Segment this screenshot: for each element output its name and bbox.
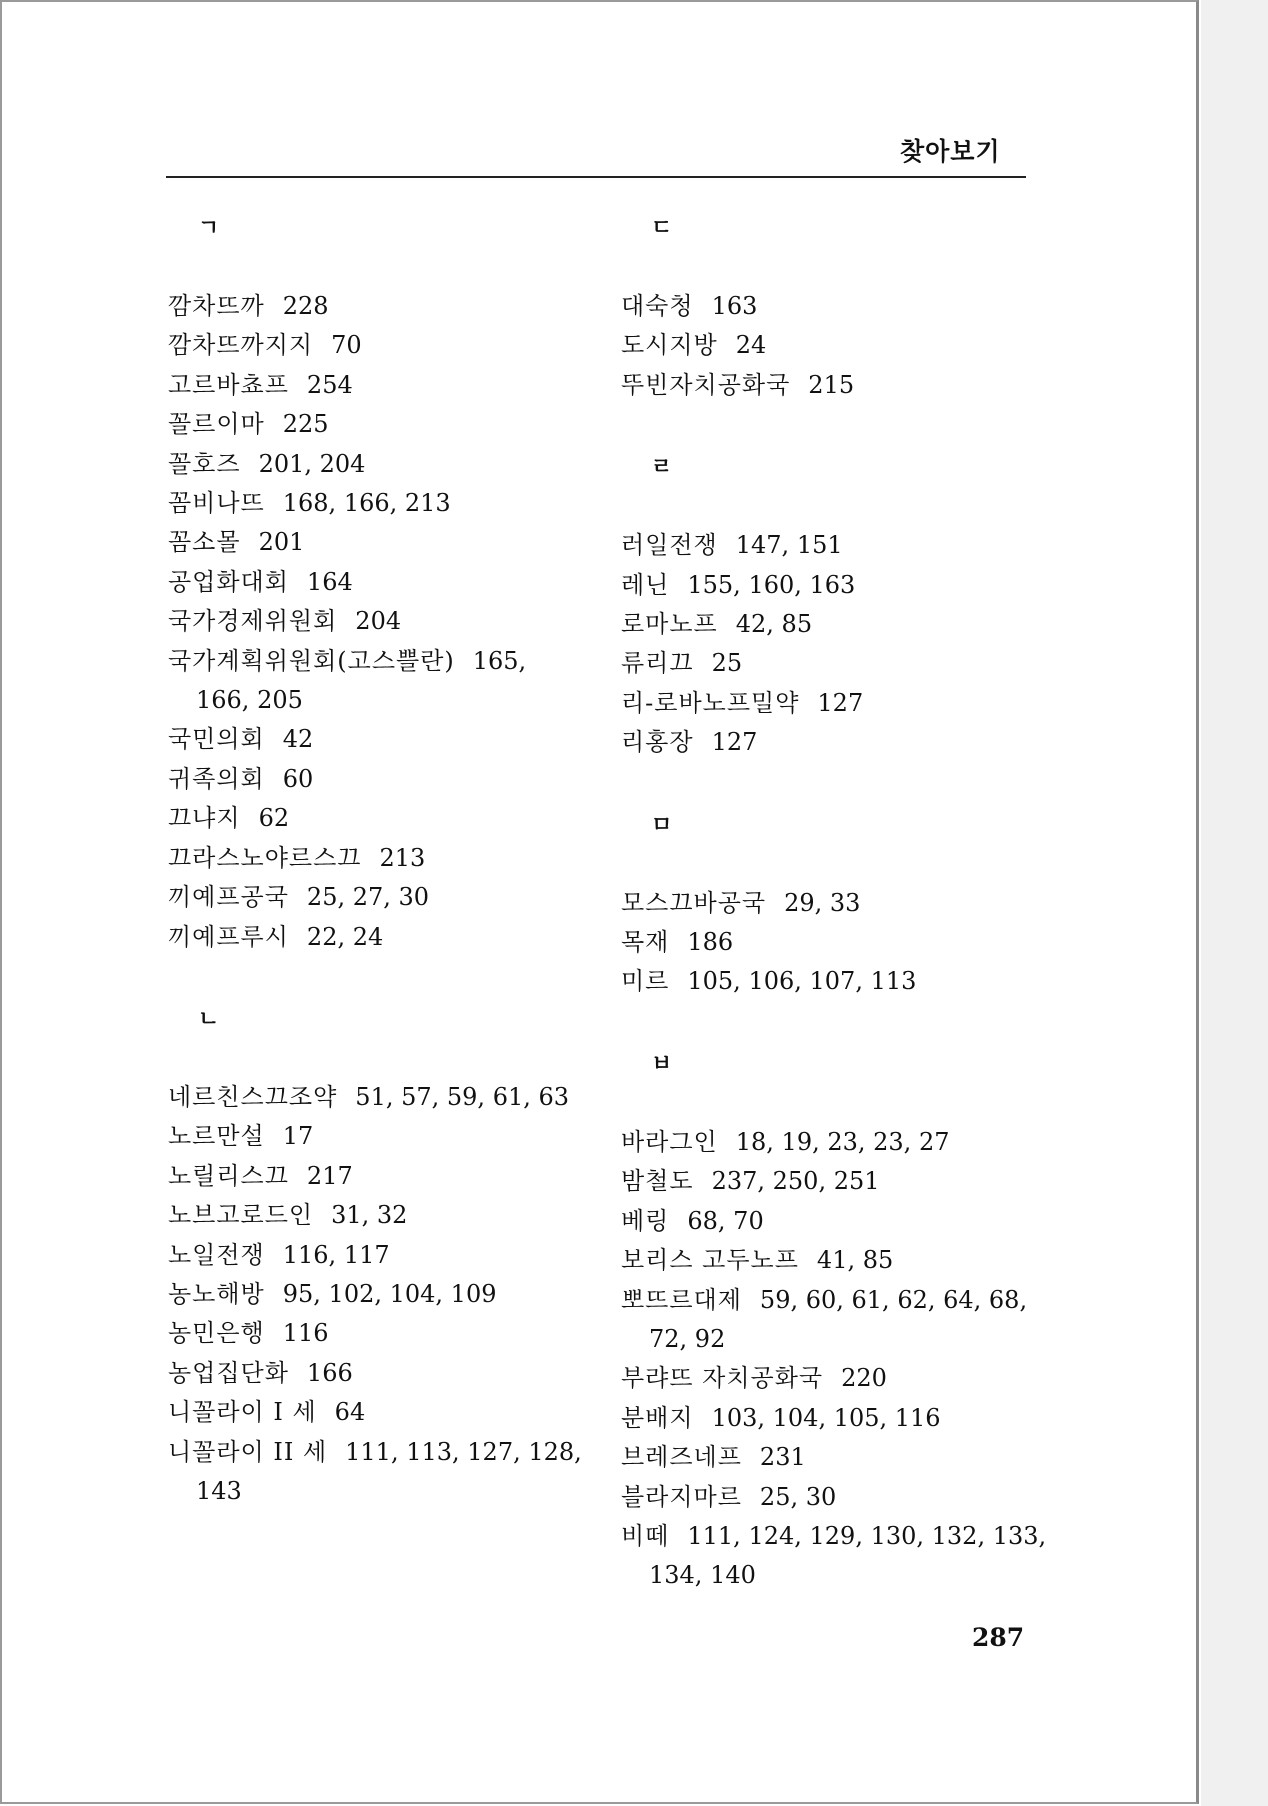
index-entry	[168, 1314, 608, 1353]
index-pages: 220	[841, 1364, 887, 1393]
index-entry	[621, 566, 1051, 605]
index-entry	[168, 484, 608, 523]
index-entry	[168, 1275, 608, 1314]
index-pages: 168, 166, 213	[282, 489, 451, 518]
index-term: 꼼소몰	[168, 528, 241, 557]
index-pages-continued: 72, 92	[649, 1324, 726, 1353]
index-entry	[168, 642, 608, 681]
index-entry	[168, 918, 608, 957]
index-pages-continued: 143	[196, 1476, 242, 1505]
index-entry	[621, 366, 1051, 405]
index-pages: 105, 106, 107, 113	[687, 967, 917, 996]
index-entry	[621, 1438, 1051, 1477]
index-pages: 18, 19, 23, 23, 27	[735, 1127, 950, 1156]
index-term: 끼예프루시	[168, 922, 289, 951]
index-entry	[168, 445, 608, 484]
index-term: 도시지방	[621, 331, 718, 360]
index-entry	[168, 799, 608, 838]
index-term: 베링	[621, 1206, 670, 1235]
index-term: 로마노프	[621, 610, 718, 639]
index-entry	[621, 1162, 1051, 1201]
index-entry	[168, 878, 608, 917]
index-term: 국가경제위원회	[168, 607, 338, 636]
index-section-heading: ㅂ	[651, 1051, 673, 1077]
page-title: 찾아보기	[900, 137, 1001, 166]
index-term: 리홍장	[621, 728, 694, 757]
index-pages: 165,	[472, 646, 527, 675]
index-pages: 201, 204	[258, 449, 366, 478]
index-pages: 70	[331, 331, 362, 360]
index-term: 노일전쟁	[168, 1240, 265, 1269]
index-term: 류리끄	[621, 649, 694, 678]
index-term: 끼예프공국	[168, 883, 289, 912]
viewer-margin	[1201, 0, 1268, 1806]
index-entry	[621, 1123, 1051, 1162]
index-pages: 42	[282, 725, 314, 754]
index-term: 깜차뜨까지지	[168, 331, 314, 360]
index-pages: 164	[306, 567, 353, 596]
index-term: 끄냐지	[168, 804, 241, 833]
index-term: 러일전쟁	[621, 531, 718, 560]
index-entry	[621, 1281, 1051, 1320]
index-entry	[168, 602, 608, 641]
index-section-heading: ㄹ	[651, 455, 673, 481]
index-entry	[168, 720, 608, 759]
index-term: 뚜빈자치공화국	[621, 370, 791, 399]
index-entry	[168, 1236, 608, 1275]
index-pages: 217	[306, 1161, 353, 1190]
index-entry	[621, 1241, 1051, 1280]
index-pages: 254	[306, 370, 353, 399]
index-entry	[621, 962, 1051, 1001]
index-section-heading: ㄴ	[198, 1006, 220, 1032]
index-pages: 103, 104, 105, 116	[711, 1403, 941, 1432]
index-term: 뽀뜨르대제	[621, 1285, 742, 1314]
index-entry	[168, 563, 608, 602]
index-pages: 127	[711, 728, 758, 757]
index-entry	[621, 684, 1051, 723]
index-entry	[168, 366, 608, 405]
index-term: 꼴르이마	[168, 410, 265, 439]
index-entry	[621, 644, 1051, 683]
index-pages: 186	[687, 928, 734, 957]
index-entry	[621, 723, 1051, 762]
index-pages: 95, 102, 104, 109	[282, 1279, 497, 1308]
index-pages: 31, 32	[331, 1201, 408, 1230]
index-term: 농민은행	[168, 1319, 265, 1348]
index-pages: 25, 27, 30	[306, 883, 430, 912]
index-term: 고르바쵸프	[168, 370, 289, 399]
index-pages: 25, 30	[759, 1482, 837, 1511]
index-term: 보리스 고두노프	[621, 1246, 799, 1275]
index-term: 노브고로드인	[168, 1201, 314, 1230]
index-term: 블라지마르	[621, 1482, 742, 1511]
index-pages: 201	[258, 528, 305, 557]
index-entry	[621, 884, 1051, 923]
index-term: 밤철도	[621, 1167, 694, 1196]
index-pages: 111, 113, 127, 128,	[345, 1437, 582, 1466]
index-term: 브레즈네프	[621, 1443, 742, 1472]
index-term: 꼴호즈	[168, 449, 241, 478]
index-term: 레닌	[621, 570, 670, 599]
index-entry	[168, 1157, 608, 1196]
index-pages: 225	[282, 410, 329, 439]
index-pages: 116, 117	[282, 1240, 390, 1269]
index-pages: 147, 151	[735, 531, 843, 560]
index-pages: 24	[735, 331, 767, 360]
index-term: 분배지	[621, 1403, 694, 1432]
index-entry	[621, 1359, 1051, 1398]
page-number: 287	[972, 1623, 1025, 1652]
index-pages: 166	[306, 1358, 353, 1387]
index-pages: 60	[282, 764, 314, 793]
header-rule	[166, 176, 1026, 178]
index-entry	[621, 326, 1051, 365]
index-entry	[621, 526, 1051, 565]
index-pages: 62	[258, 804, 290, 833]
index-term: 노릴리스끄	[168, 1161, 289, 1190]
index-entry	[168, 1393, 608, 1432]
index-term: 국가계획위원회(고스쁠란)	[168, 646, 455, 675]
index-pages: 25	[711, 649, 743, 678]
index-entry	[621, 1478, 1051, 1517]
index-pages: 41, 85	[816, 1246, 894, 1275]
index-term: 국민의회	[168, 725, 265, 754]
index-entry	[621, 287, 1051, 326]
index-pages: 155, 160, 163	[687, 570, 856, 599]
index-term: 농업집단화	[168, 1358, 289, 1387]
index-section-heading: ㄱ	[198, 216, 220, 241]
index-entry	[621, 605, 1051, 644]
index-term: 공업화대회	[168, 567, 289, 596]
index-entry	[168, 405, 608, 444]
index-term: 귀족의회	[168, 764, 265, 793]
index-term: 니꼴라이 II 세	[168, 1437, 328, 1466]
index-entry	[168, 1117, 608, 1156]
index-pages-continued: 134, 140	[649, 1561, 756, 1590]
index-column-left	[168, 210, 608, 1511]
index-pages: 17	[282, 1122, 314, 1151]
index-term: 노르만설	[168, 1122, 265, 1151]
index-entry	[168, 1078, 608, 1117]
index-pages: 215	[808, 370, 855, 399]
index-pages: 68, 70	[687, 1206, 764, 1235]
index-term: 니꼴라이 I 세	[168, 1398, 317, 1427]
index-pages: 42, 85	[735, 610, 813, 639]
index-pages: 231	[759, 1443, 806, 1472]
index-pages: 22, 24	[306, 922, 384, 951]
index-term: 모스끄바공국	[621, 888, 767, 917]
index-pages: 64	[334, 1398, 366, 1427]
index-pages: 237, 250, 251	[711, 1167, 880, 1196]
index-pages: 59, 60, 61, 62, 64, 68,	[759, 1285, 1028, 1314]
index-column-right	[621, 210, 1051, 1596]
index-entry	[621, 1202, 1051, 1241]
index-entry	[168, 326, 608, 365]
index-pages: 204	[355, 607, 402, 636]
index-pages: 127	[817, 688, 864, 717]
index-pages-continued: 166, 205	[196, 686, 303, 715]
index-entry	[168, 523, 608, 562]
index-entry	[168, 839, 608, 878]
index-term: 목재	[621, 928, 670, 957]
index-entry	[168, 287, 608, 326]
index-section-heading: ㄷ	[651, 216, 673, 241]
index-entry	[168, 1196, 608, 1235]
index-entry	[168, 1433, 608, 1472]
index-entry	[168, 760, 608, 799]
index-pages: 228	[282, 292, 329, 320]
index-term: 부랴뜨 자치공화국	[621, 1364, 824, 1393]
index-term: 농노해방	[168, 1279, 265, 1308]
index-entry	[168, 1354, 608, 1393]
index-term: 깜차뜨까	[168, 292, 265, 320]
index-entry	[621, 1399, 1051, 1438]
index-term: 바라그인	[621, 1127, 718, 1156]
index-entry	[621, 1517, 1051, 1556]
index-term: 리-로바노프밀약	[621, 688, 800, 717]
index-pages: 51, 57, 59, 61, 63	[355, 1082, 570, 1111]
index-pages: 29, 33	[784, 888, 861, 917]
index-term: 미르	[621, 967, 670, 996]
index-term: 비떼	[621, 1521, 670, 1550]
index-term: 네르친스끄조약	[168, 1082, 338, 1111]
index-pages: 111, 124, 129, 130, 132, 133,	[687, 1521, 1047, 1550]
index-pages: 213	[379, 843, 426, 872]
index-pages: 116	[282, 1319, 329, 1348]
index-pages: 163	[711, 292, 758, 320]
index-term: 끄라스노야르스끄	[168, 843, 362, 872]
index-entry	[621, 923, 1051, 962]
index-section-heading: ㅁ	[651, 812, 673, 838]
index-term: 대숙청	[621, 292, 694, 320]
index-term: 꼼비나뜨	[168, 489, 265, 518]
